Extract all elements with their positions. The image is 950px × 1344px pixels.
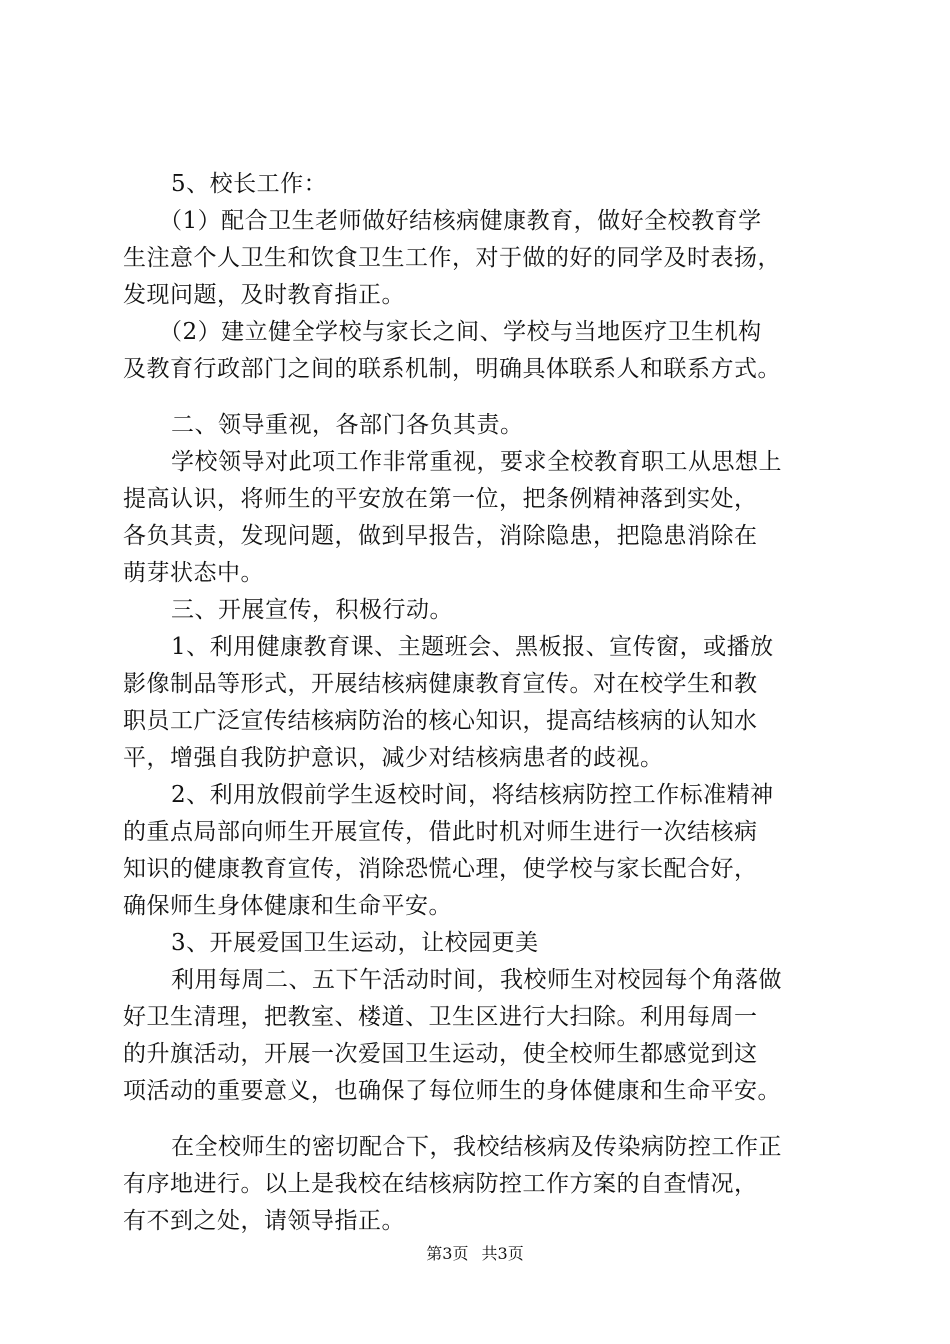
paragraph-line: 学校领导对此项工作非常重视，要求全校教育职工从思想上 (171, 449, 782, 475)
paragraph-line: 有序地进行。以上是我校在结核病防控工作方案的自查情况， (123, 1171, 758, 1197)
section-heading: 三、开展宣传，积极行动。 (171, 597, 453, 623)
paragraph-line: 知识的健康教育宣传，消除恐慌心理，使学校与家长配合好， (123, 856, 758, 882)
document-body (123, 166, 843, 1240)
paragraph-line: 平，增强自我防护意识，减少对结核病患者的歧视。 (123, 745, 664, 771)
paragraph-line: 项活动的重要意义，也确保了每位师生的身体健康和生命平安。 (123, 1078, 781, 1104)
section-heading: 5、校长工作： (171, 171, 328, 197)
paragraph-line: 的重点局部向师生开展宣传，借此时机对师生进行一次结核病 (123, 819, 758, 845)
paragraph-line: 2、利用放假前学生返校时间，将结核病防控工作标准精神 (171, 782, 774, 808)
section-heading: 二、领导重视，各部门各负其责。 (171, 412, 524, 438)
paragraph-line: 利用每周二、五下午活动时间，我校师生对校园每个角落做 (171, 967, 782, 993)
paragraph-line: 提高认识，将师生的平安放在第一位，把条例精神落到实处， (123, 486, 758, 512)
paragraph-line: 职员工广泛宣传结核病防治的核心知识，提高结核病的认知水 (123, 708, 758, 734)
paragraph-line: （2）建立健全学校与家长之间、学校与当地医疗卫生机构 (159, 319, 762, 345)
paragraph-line: （1）配合卫生老师做好结核病健康教育，做好全校教育学 (159, 208, 762, 234)
paragraph-line: 发现问题，及时教育指正。 (123, 282, 405, 308)
paragraph-line: 及教育行政部门之间的联系机制，明确具体联系人和联系方式。 (123, 356, 781, 382)
page-total: 共3页 (481, 1244, 524, 1263)
paragraph-line: 影像制品等形式，开展结核病健康教育宣传。对在校学生和教 (123, 671, 758, 697)
paragraph-line: 有不到之处，请领导指正。 (123, 1208, 405, 1234)
paragraph-line: 生注意个人卫生和饮食卫生工作，对于做的好的同学及时表扬， (123, 245, 781, 271)
paragraph-gap (123, 388, 843, 407)
paragraph-line: 确保师生身体健康和生命平安。 (123, 893, 452, 919)
paragraph-line: 1、利用健康教育课、主题班会、黑板报、宣传窗，或播放 (171, 634, 774, 660)
paragraph-line: 萌芽状态中。 (123, 560, 264, 586)
page-number: 第3页 (426, 1244, 469, 1263)
section-heading: 3、开展爱国卫生运动，让校园更美 (171, 930, 539, 956)
paragraph-line: 各负其责，发现问题，做到早报告，消除隐患，把隐患消除在 (123, 523, 758, 549)
paragraph-line: 的升旗活动，开展一次爱国卫生运动，使全校师生都感觉到这 (123, 1041, 758, 1067)
paragraph-gap (123, 1110, 843, 1129)
paragraph-line: 好卫生清理，把教室、楼道、卫生区进行大扫除。利用每周一 (123, 1004, 758, 1030)
paragraph-line: 在全校师生的密切配合下，我校结核病及传染病防控工作正 (171, 1134, 782, 1160)
page-footer (0, 1243, 950, 1265)
